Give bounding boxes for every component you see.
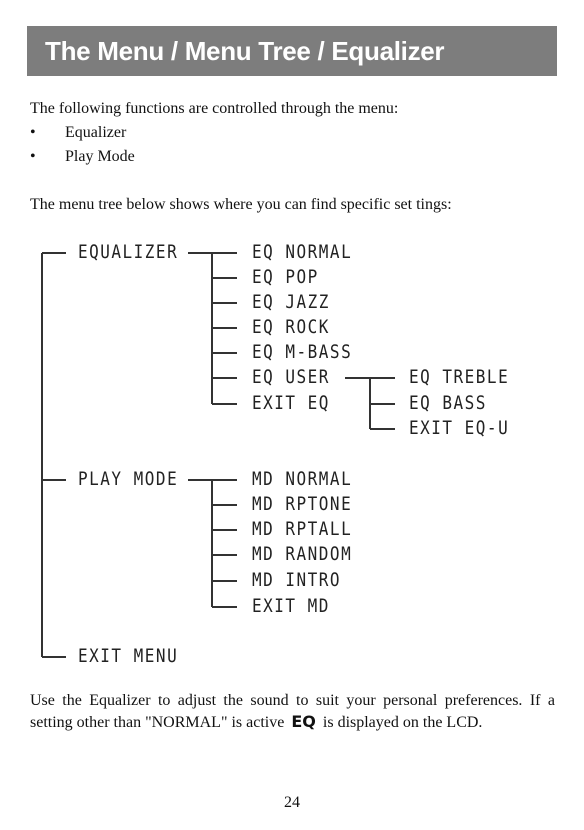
bullet-icon: •	[30, 124, 36, 141]
intro-section	[30, 97, 560, 169]
list-item	[30, 121, 560, 145]
tree-node-md-normal: MD NORMAL	[252, 467, 353, 490]
menu-tree	[0, 230, 584, 670]
outro-text-after: is displayed on the LCD.	[322, 714, 483, 731]
tree-node-exit-menu: EXIT MENU	[78, 644, 179, 667]
page-header-bar	[27, 26, 557, 76]
outro-text-before: Use the Equalizer to adjust the sound to suit your personal preferences. If a setting other than "NORMAL" is active	[30, 692, 555, 731]
function-list	[30, 121, 560, 169]
page-title: The Menu / Menu Tree / Equalizer	[45, 35, 445, 66]
tree-node-md-rptall: MD RPTALL	[252, 517, 353, 540]
outro-text	[30, 690, 555, 733]
page-number: 24	[284, 794, 300, 811]
list-item	[30, 145, 560, 169]
intro-text: The following functions are controlled through the menu:	[30, 100, 399, 117]
tree-node-eq-normal: EQ NORMAL	[252, 240, 353, 263]
bullet-icon: •	[30, 148, 36, 165]
tree-node-eq-bass: EQ BASS	[409, 391, 487, 414]
tree-node-eq-jazz: EQ JAZZ	[252, 290, 330, 313]
tree-node-exit-eq: EXIT EQ	[252, 391, 330, 414]
tree-node-eq-user: EQ USER	[252, 365, 330, 388]
tree-node-eq-treble: EQ TREBLE	[409, 365, 510, 388]
tree-node-exit-eq-u: EXIT EQ-U	[409, 416, 510, 439]
list-item-label: Play Mode	[65, 148, 135, 165]
tree-node-eq-m-bass: EQ M-BASS	[252, 340, 353, 363]
tree-node-md-random: MD RANDOM	[252, 542, 353, 565]
tree-node-eq-pop: EQ POP	[252, 265, 319, 288]
tree-node-equalizer: EQUALIZER	[78, 240, 179, 263]
eq-lcd-icon: EQ	[291, 712, 316, 731]
tree-node-md-intro: MD INTRO	[252, 568, 342, 591]
tree-intro-text: The menu tree below shows where you can find specific set tings:	[30, 196, 452, 213]
tree-node-play-mode: PLAY MODE	[78, 467, 179, 490]
tree-node-exit-md: EXIT MD	[252, 594, 330, 617]
tree-node-eq-rock: EQ ROCK	[252, 315, 330, 338]
list-item-label: Equalizer	[65, 124, 127, 141]
tree-node-md-rptone: MD RPTONE	[252, 492, 353, 515]
